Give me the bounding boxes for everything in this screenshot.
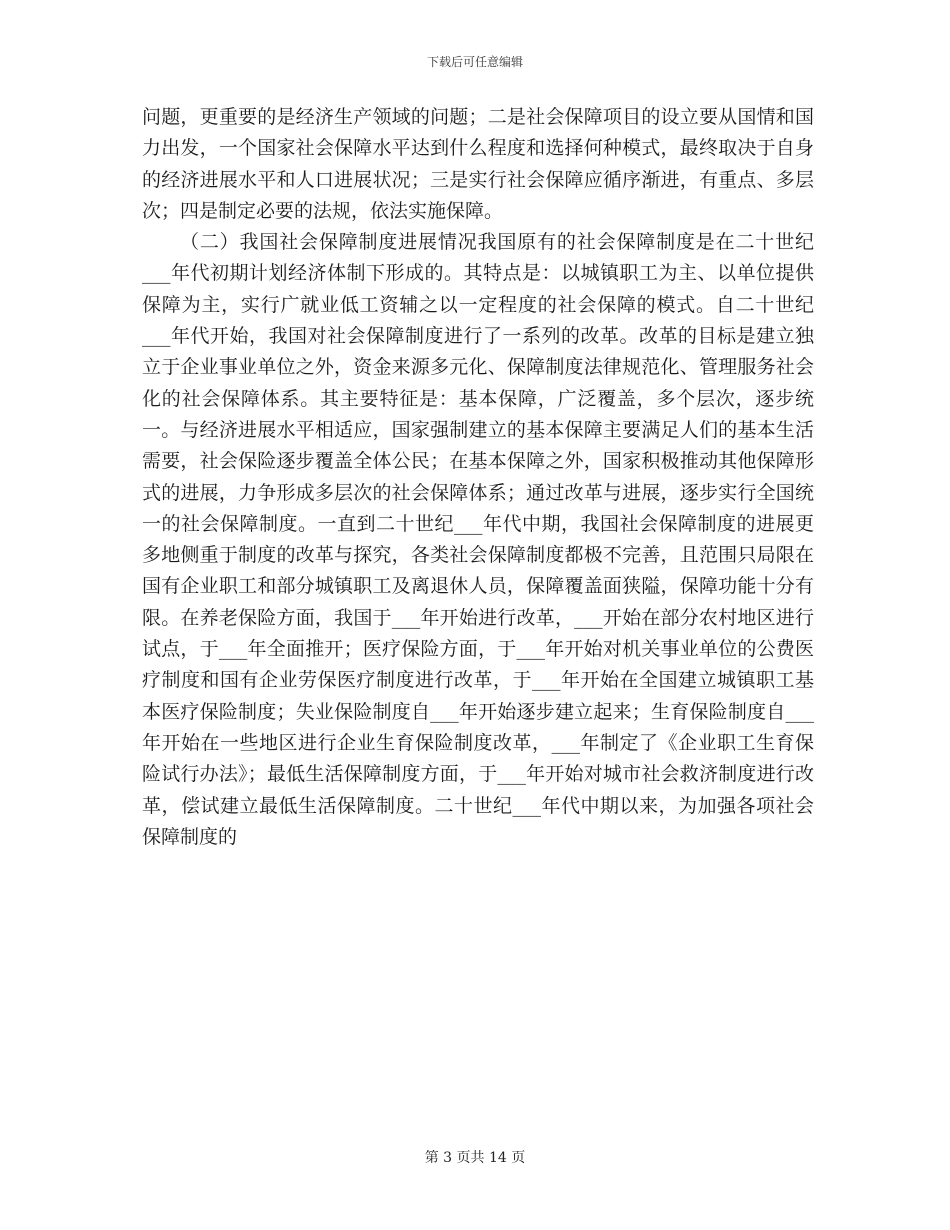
page-footer: 第 3 页共 14 页	[424, 1150, 526, 1166]
document-body	[142, 102, 814, 853]
page-header: 下载后可任意编辑	[426, 55, 523, 69]
paragraph-2: （二）我国社会保障制度进展情况我国原有的社会保障制度是在二十世纪___年代初期计划经济体制下形成的。其特点是：以城镇职工为主、以单位提供保障为主，实行广就业低工资辅之以一定程度的社会保障的模式。自二十世纪___年代开始，我国对社会保障制度进行了一系列的改革。改革的目标是建立独立于企业事业单位之外，资金来源多元化、保障制度法律规范化、管理服务社会化的社会保障体系。其主要特征是：基本保障，广泛覆盖，多个层次，逐步统一。与经济进展水平相适应，国家强制建立的基本保障主要满足人们的基本生活需要，社会保险逐步覆盖全体公民；在基本保障之外，国家积极推动其他保障形式的进展，力争形成多层次的社会保障体系；通过改革与进展，逐步实行全国统一的社会保障制度。一直到二十世纪___年代中期，我国社会保障制度的进展更多地侧重于制度的改革与探究，各类社会保障制度都极不完善，且范围只局限在国有企业职工和部分城镇职工及离退休人员，保障覆盖面狭隘，保障功能十分有限。在养老保险方面，我国于___年开始进行改革，___开始在部分农村地区进行试点，于___年全面推开；医疗保险方面，于___年开始对机关事业单位的公费医疗制度和国有企业劳保医疗制度进行改革，于___年开始在全国建立城镇职工基本医疗保险制度；失业保险制度自___年开始逐步建立起来；生育保险制度自___年开始在一些地区进行企业生育保险制度改革，___年制定了《企业职工生育保险试行办法》；最低生活保障制度方面，于___年开始对城市社会救济制度进行改革，偿试建立最低生活保障制度。二十世纪___年代中期以来，为加强各项社会保障制度的	[142, 231, 814, 848]
paragraph-1: 问题，更重要的是经济生产领域的问题；二是社会保障项目的设立要从国情和国力出发，一个国家社会保障水平达到什么程度和选择何种模式，最终取决于自身的经济进展水平和人口进展状况；三是实行社会保障应循序渐进，有重点、多层次；四是制定必要的法规，依法实施保障。	[142, 106, 814, 222]
